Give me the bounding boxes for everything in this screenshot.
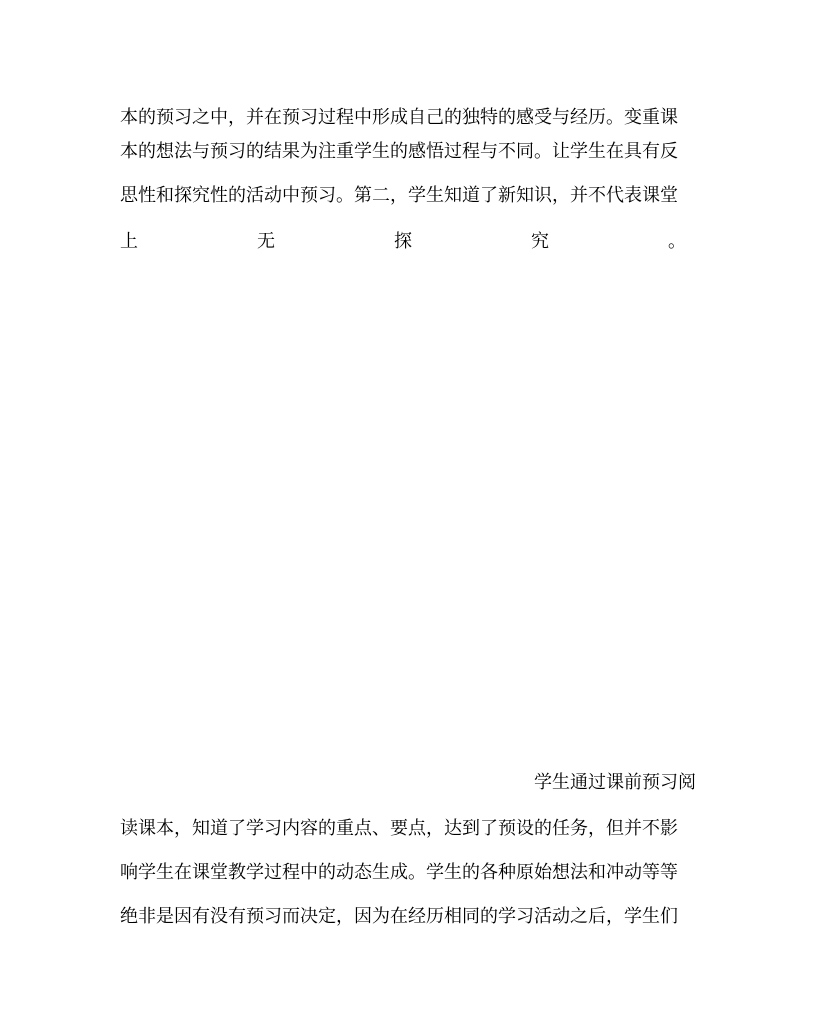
- spread-char-1: 上: [120, 231, 138, 252]
- spread-char-4: 究: [531, 231, 549, 252]
- spread-char-3: 探: [394, 231, 412, 252]
- paragraph-line-5: 读课本，知道了学习内容的重点、要点，达到了预设的任务，但并不影: [120, 818, 678, 839]
- paragraph-line-1: 本的预习之中，并在预习过程中形成自己的独特的感受与经历。变重课: [120, 107, 678, 128]
- paragraph-line-3: 思性和探究性的活动中预习。第二，学生知道了新知识，并不代表课堂: [120, 185, 678, 206]
- spread-char-5: 。: [668, 231, 686, 252]
- paragraph-line-2: 本的想法与预习的结果为注重学生的感悟过程与不同。让学生在具有反: [120, 141, 678, 162]
- paragraph-line-4-justified: [120, 230, 686, 254]
- paragraph-line-right-aligned: 学生通过课前预习阅: [534, 772, 696, 793]
- paragraph-line-7: 绝非是因有没有预习而决定，因为在经历相同的学习活动之后，学生们: [120, 906, 678, 927]
- spread-char-2: 无: [257, 231, 275, 252]
- paragraph-line-6: 响学生在课堂教学过程中的动态生成。学生的各种原始想法和冲动等等: [120, 862, 678, 883]
